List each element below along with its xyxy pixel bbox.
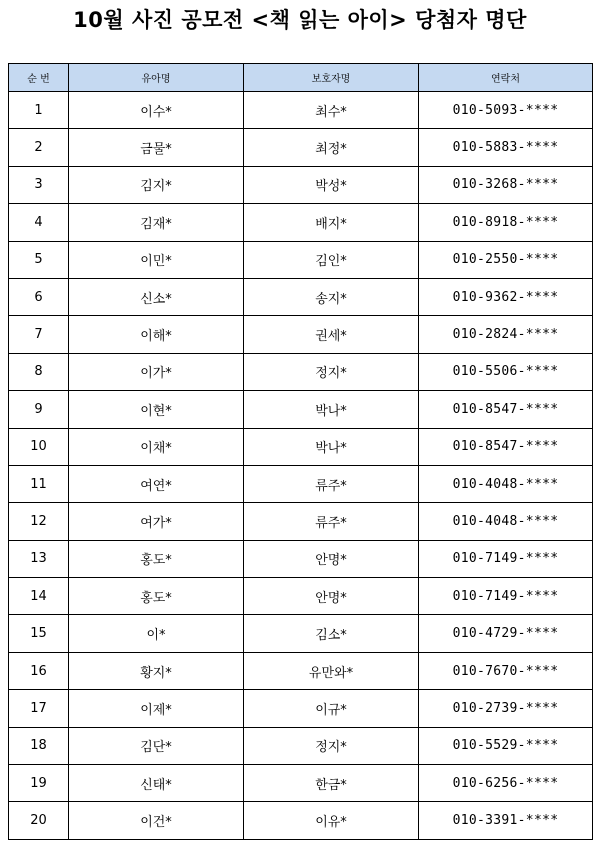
table-row [9, 241, 593, 278]
row-number: 6 [9, 278, 69, 315]
child-name: 이채* [69, 428, 244, 465]
child-name: 금물* [69, 129, 244, 166]
guardian-name: 김인* [244, 241, 419, 278]
child-name: 이현* [69, 391, 244, 428]
row-number: 15 [9, 615, 69, 652]
child-name: 김지* [69, 166, 244, 203]
child-name: 신소* [69, 278, 244, 315]
contact-number: 010-7670-**** [419, 652, 593, 689]
child-name: 이해* [69, 316, 244, 353]
row-number: 14 [9, 578, 69, 615]
header-child-name: 유아명 [69, 64, 244, 92]
child-name: 김단* [69, 727, 244, 764]
table-row [9, 540, 593, 577]
guardian-name: 안명* [244, 540, 419, 577]
child-name: 홍도* [69, 578, 244, 615]
contact-number: 010-2824-**** [419, 316, 593, 353]
child-name: 홍도* [69, 540, 244, 577]
contact-number: 010-8547-**** [419, 428, 593, 465]
row-number: 13 [9, 540, 69, 577]
table-row [9, 204, 593, 241]
row-number: 3 [9, 166, 69, 203]
table-row [9, 92, 593, 129]
guardian-name: 정지* [244, 353, 419, 390]
child-name: 이가* [69, 353, 244, 390]
table-row [9, 765, 593, 802]
child-name: 이* [69, 615, 244, 652]
guardian-name: 한금* [244, 765, 419, 802]
table-row [9, 166, 593, 203]
guardian-name: 박나* [244, 428, 419, 465]
guardian-name: 안명* [244, 578, 419, 615]
contact-number: 010-7149-**** [419, 578, 593, 615]
guardian-name: 박성* [244, 166, 419, 203]
contact-number: 010-5506-**** [419, 353, 593, 390]
contact-number: 010-9362-**** [419, 278, 593, 315]
row-number: 9 [9, 391, 69, 428]
row-number: 1 [9, 92, 69, 129]
table-row [9, 802, 593, 839]
header-guardian-name: 보호자명 [244, 64, 419, 92]
table-row [9, 615, 593, 652]
contact-number: 010-8547-**** [419, 391, 593, 428]
child-name: 이수* [69, 92, 244, 129]
row-number: 17 [9, 690, 69, 727]
contact-number: 010-4048-**** [419, 465, 593, 502]
table-row [9, 578, 593, 615]
row-number: 18 [9, 727, 69, 764]
guardian-name: 배지* [244, 204, 419, 241]
table-row [9, 278, 593, 315]
child-name: 이제* [69, 690, 244, 727]
table-row [9, 353, 593, 390]
page-title: 10월 사진 공모전 <책 읽는 아이> 당첨자 명단 [73, 8, 527, 32]
row-number: 4 [9, 204, 69, 241]
contact-number: 010-5883-**** [419, 129, 593, 166]
guardian-name: 류주* [244, 503, 419, 540]
guardian-name: 류주* [244, 465, 419, 502]
child-name: 이민* [69, 241, 244, 278]
child-name: 여연* [69, 465, 244, 502]
guardian-name: 송지* [244, 278, 419, 315]
guardian-name: 최수* [244, 92, 419, 129]
table-row [9, 428, 593, 465]
table-row [9, 316, 593, 353]
child-name: 황지* [69, 652, 244, 689]
guardian-name: 이유* [244, 802, 419, 839]
contact-number: 010-3268-**** [419, 166, 593, 203]
table-row [9, 129, 593, 166]
table-row [9, 690, 593, 727]
contact-number: 010-4048-**** [419, 503, 593, 540]
row-number: 7 [9, 316, 69, 353]
row-number: 16 [9, 652, 69, 689]
row-number: 12 [9, 503, 69, 540]
table-row [9, 652, 593, 689]
winners-table [8, 63, 593, 840]
child-name: 이건* [69, 802, 244, 839]
contact-number: 010-2550-**** [419, 241, 593, 278]
row-number: 11 [9, 465, 69, 502]
table-row [9, 727, 593, 764]
guardian-name: 최정* [244, 129, 419, 166]
row-number: 5 [9, 241, 69, 278]
child-name: 여가* [69, 503, 244, 540]
header-number: 순 번 [9, 64, 69, 92]
contact-number: 010-5093-**** [419, 92, 593, 129]
row-number: 20 [9, 802, 69, 839]
guardian-name: 박나* [244, 391, 419, 428]
contact-number: 010-5529-**** [419, 727, 593, 764]
contact-number: 010-8918-**** [419, 204, 593, 241]
table-row [9, 503, 593, 540]
guardian-name: 유만와* [244, 652, 419, 689]
contact-number: 010-7149-**** [419, 540, 593, 577]
contact-number: 010-4729-**** [419, 615, 593, 652]
contact-number: 010-3391-**** [419, 802, 593, 839]
contact-number: 010-6256-**** [419, 765, 593, 802]
child-name: 신태* [69, 765, 244, 802]
table-row [9, 465, 593, 502]
guardian-name: 이규* [244, 690, 419, 727]
contact-number: 010-2739-**** [419, 690, 593, 727]
table-header-row [9, 64, 593, 92]
guardian-name: 김소* [244, 615, 419, 652]
row-number: 8 [9, 353, 69, 390]
guardian-name: 정지* [244, 727, 419, 764]
header-contact: 연락처 [419, 64, 593, 92]
child-name: 김재* [69, 204, 244, 241]
table-row [9, 391, 593, 428]
guardian-name: 권세* [244, 316, 419, 353]
row-number: 19 [9, 765, 69, 802]
row-number: 10 [9, 428, 69, 465]
row-number: 2 [9, 129, 69, 166]
